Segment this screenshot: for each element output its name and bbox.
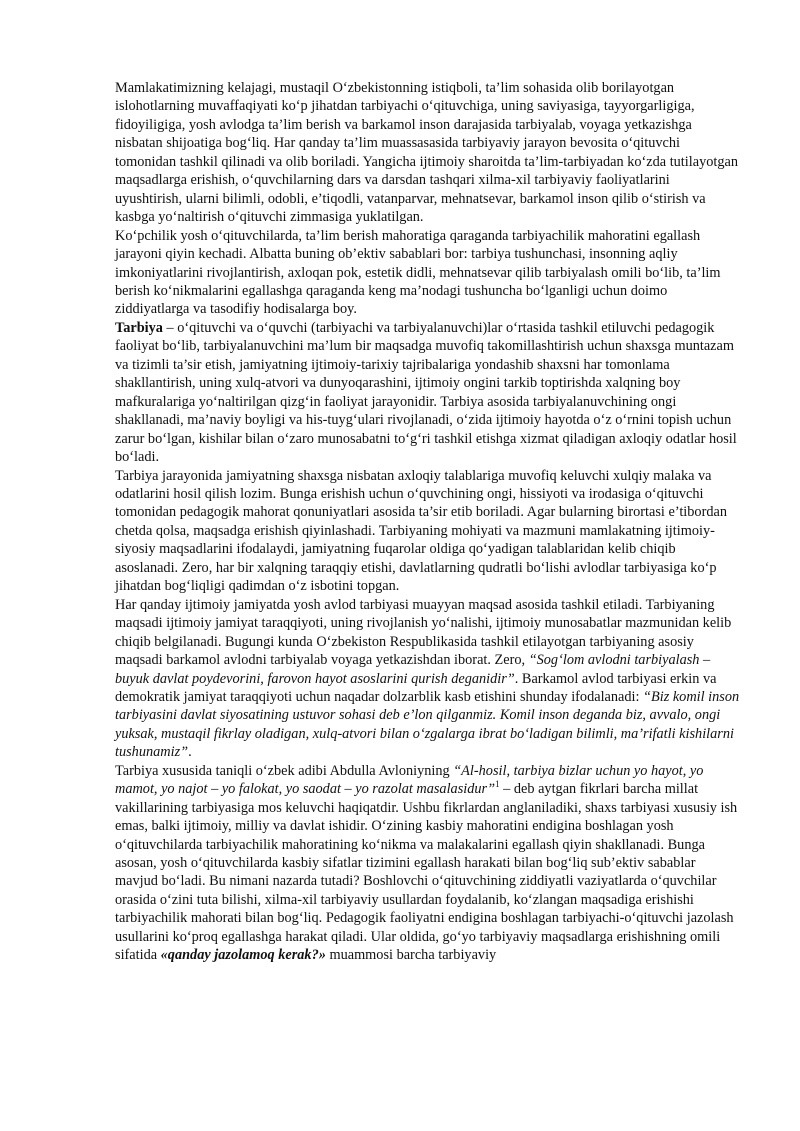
paragraph-6-text-a: Tarbiya xususida taniqli o‘zbek adibi Abdulla Avloniyning [115, 762, 454, 779]
term-tarbiya: Tarbiya [115, 319, 163, 336]
footnote-marker[interactable]: 1 [495, 779, 500, 790]
emphasis-punishment-question: «qanday jazolamoq kerak?» [160, 947, 326, 964]
document-page [115, 79, 740, 965]
quote-avloniy: “Al-hosil, tarbiya bizlar uchun yo hayot, yo mamot, yo najot – yo falokat, yo saodat – yo razolat masalasidur” [115, 762, 704, 798]
paragraph-6-text-c: muammosi barcha tarbiyaviy [325, 947, 497, 964]
paragraph-4: Tarbiya jarayonida jamiyatning shaxsga nisbatan axloqiy talablariga muvofiq keluvchi xulqiy malaka va odatlarini hosil qilish lozim. Bunga erishish uchun o‘quvchining ongi, hissiyoti va irodasiga o‘qituvchi tomonidan pedagogik mahorat qonuniyatlari asosida ta’sir etib boriladi. Agar bularning birortasi e’tibordan chetda qolsa, maqsadga erishish qiyinlashadi. Tarbiyaning mohiyati va mazmuni mamlakatning ijtimoiy-siyosiy maqsadlarini ifodalaydi, jamiyatning fuqarolar oldiga qo‘yadigan talablaridan kelib chiqib asoslanadi. Zero, har bir xalqning taraqqiy etishi, davlatlarning qudratli bo‘lishi avlodlar tarbiyasiga ko‘p jihatdan bog‘liqligi qadimdan o‘z isbotini topgan. [115, 467, 727, 595]
quote-perfect-person: “Biz komil inson tarbiyasini davlat siyosatining ustuvor sohasi deb e’lon qilganmiz. Komil inson deganda biz, avvalo, ongi yuksak, mustaqil fikrlay oladigan, xulq-atvori bilan o‘zgalarga ibrat bo‘ladigan bilimli, ma’rifatli kishilarni tushunamiz” [115, 688, 740, 761]
paragraph-5 [115, 596, 740, 762]
paragraph-6 [115, 762, 740, 965]
paragraph-5-text-a: Har qanday ijtimoiy jamiyatda yosh avlod tarbiyasi muayyan maqsad asosida tashkil etiladi. Tarbiyaning maqsadi ijtimoiy jamiyat taraqqiyoti, uning rivojlanish yo‘nalishi, ijtimoiy munosabatlar mazmunidan kelib chiqib belgilanadi. Bugungi kunda O‘zbekiston Respublikasida tashkil etilayotgan tarbiyaning asosiy maqsadi barkamol avlodni tarbiyalab voyaga yetkazishdan iborat. Zero, [115, 596, 732, 669]
paragraph-6-text-b: – deb aytgan fikrlari barcha millat vakillarining tarbiyasiga mos keluvchi haqiqatdir. Ushbu fikrlardan anglaniladiki, shaxs tarbiyasi xususiy ish emas, balki ijtimoiy, milliy va davlat ishidir. O‘zining kasbiy mahoratini endigina boshlagan yosh o‘qituvchilarda tarbiyachilik mahoratining ko‘nikma va malakalarini egallash qiyin shakllanadi. Bunga asosan, yosh o‘qituvchilarda kasbiy sifatlar tizimini egallash harakati bilan bog‘liq sub’ektiv sabablar mavjud bo‘ladi. Bu nimani nazarda tutadi? Boshlovchi o‘qituvchining ziddiyatli vaziyatlarda o‘quvchilar orasida o‘zini tuta bilishi, xilma-xil tarbiyaviy usullardan foydalanib, ko‘zlangan maqsadiga erishishi tarbiyachilik mahorati bilan bog‘liq. Pedagogik faoliyatni endigina boshlagan tarbiyachi-o‘qituvchi jazolash usullarini ko‘proq egallashga harakat qiladi. Ular oldida, go‘yo tarbiyaviy maqsadlarga erishishning omili sifatida [115, 781, 738, 964]
quote-healthy-generation: “Sog‘lom avlodni tarbiyalash – buyuk davlat poydevorini, farovon hayot asoslarini qurish deganidir” [115, 652, 711, 687]
paragraph-3 [115, 319, 740, 467]
paragraph-3-text: – o‘qituvchi va o‘quvchi (tarbiyachi va tarbiyalanuvchi)lar o‘rtasida tashkil etiluvchi pedagogik faoliyat bo‘lib, tarbiyalanuvchini ma’lum bir maqsadga muvofiq takomillashtirish uchun shaxsga muntazam va tizimli ta’sir etish, jamiyatning ijtimoiy-tarixiy tajribalariga yondashib shaxsni har tomonlama shakllantirish, uning xulq-atvori va dunyoqarashini, ijtimoiy ongini tarkib toptirishda xalqning boy mafkuralariga yo‘naltirilgan qizg‘in faoliyat jarayonidir. Tarbiya asosida tarbiyalanuvchining ongi shakllanadi, ma’naviy boyligi va his-tuyg‘ulari rivojlanadi, o‘zida ijtimoiy hayotda o‘z o‘rnini topish uchun zarur bo‘lgan, kishilar bilan o‘zaro munosabatni to‘g‘ri tashkil etishga xizmat qiladigan axloqiy odatlar hosil bo‘ladi. [115, 319, 737, 466]
paragraph-1: Mamlakatimizning kelajagi, mustaqil O‘zbekistonning istiqboli, ta’lim sohasida olib borilayotgan islohotlarning muvaffaqiyati ko‘p jihatdan tarbiyachi o‘qituvchiga, uning saviyasiga, tayyorgarligiga, fidoyiligiga, yosh avlodga ta’lim berish va barkamol inson darajasida tarbiyalab, voyaga yetkazishga nisbatan shijoatiga bog‘liq. Har qanday ta’lim muassasasida tarbiyaviy jarayon bevosita o‘qituvchi tomonidan tashkil qilinadi va olib boriladi. Yangicha ijtimoiy sharoitda ta’lim-tarbiyadan ko‘zda tutilayotgan maqsadlarga erishish, o‘quvchilarning dars va darsdan tashqari xilma-xil tarbiyaviy faoliyatlarini uyushtirish, ularni bilimli, odobli, e’tiqodli, vatanparvar, mehnatsevar, barkamol inson qilib o‘stirish va kasbga yo‘naltirish o‘qituvchi zimmasiga yuklatilgan. [115, 80, 738, 226]
paragraph-5-text-b: . Barkamol avlod tarbiyasi erkin va demokratik jamiyat taraqqiyoti uchun naqadar dolzarblik kasb etishini shunday ifodalanadi: [115, 670, 717, 705]
paragraph-5-text-c: . [188, 744, 192, 761]
paragraph-2: Ko‘pchilik yosh o‘qituvchilarda, ta’lim berish mahoratiga qaraganda tarbiyachilik mahoratini egallash jarayoni qiyin kechadi. Albatta buning ob’ektiv sabablari bor: tarbiya tushunchasi, insonning aqliy imkoniyatlarini rivojlantirish, axloqan pok, estetik didli, mehnatsevar qilib tarbiyalash omili bo‘lib, ta’lim berish ko‘nikmalarini egallashga qaraganda keng ma’nodagi tushuncha bo‘lganligi uchun doimo ziddiyatlarga va tasodifiy hodisalarga boy. [115, 227, 721, 318]
